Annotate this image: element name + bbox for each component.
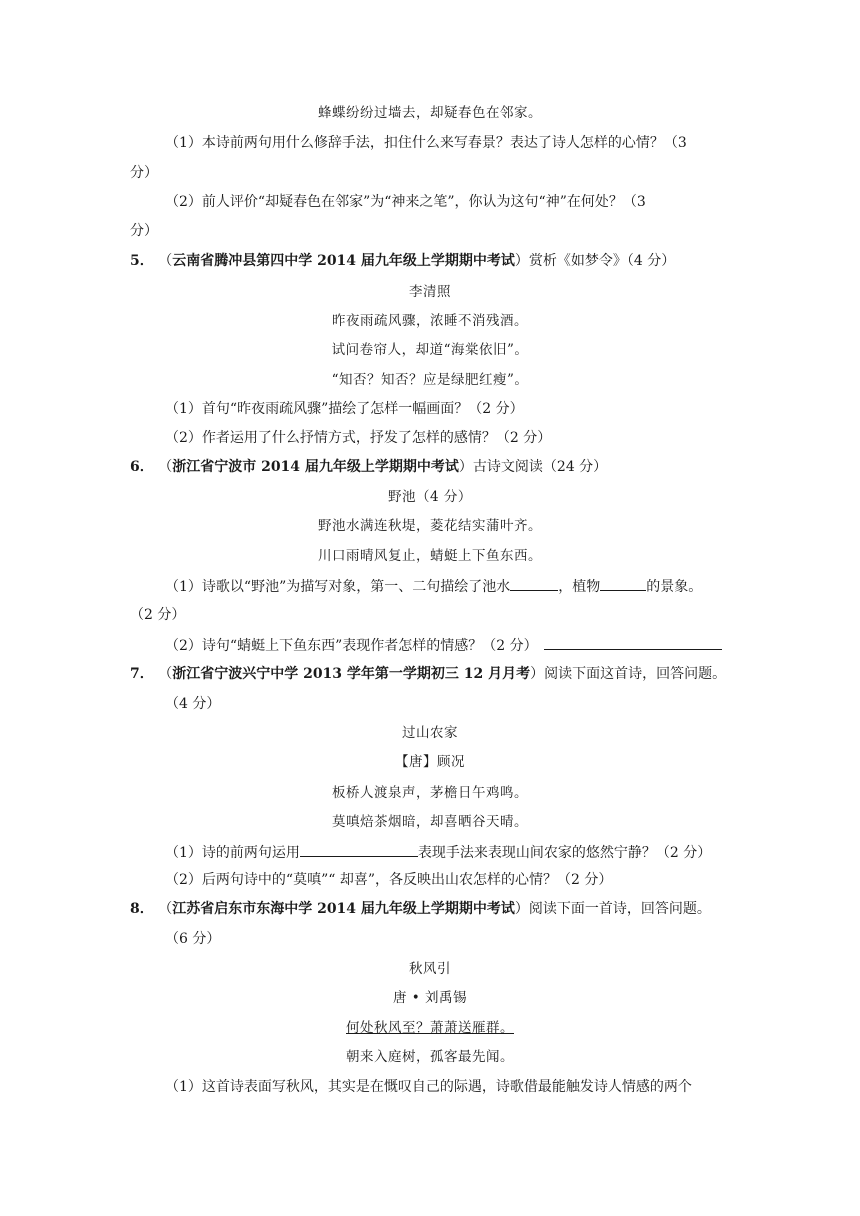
q8-poem-line-2: 朝来入庭树，孤客最先闻。 xyxy=(346,1049,514,1065)
q7-author: 【唐】顾况 xyxy=(395,754,465,770)
q6-sub2: （2）诗句“蜻蜓上下鱼东西”表现作者怎样的情感？（2 分） xyxy=(165,635,722,656)
q7-source: 浙江省宁波兴宁中学 2013 学年第一学期初三 12 月月考 xyxy=(172,666,531,682)
answer-blank[interactable] xyxy=(510,576,558,591)
q8-author: 唐 • 刘禹锡 xyxy=(392,990,468,1006)
q7-poem-line-1: 板桥人渡泉声，茅檐日午鸡鸣。 xyxy=(332,785,528,801)
q8-prompt: ）阅读下面一首诗，回答问题。 xyxy=(514,901,711,917)
q5-sub2: （2）作者运用了什么抒情方式，抒发了怎样的感情？（2 分） xyxy=(165,430,552,446)
q5-poem-line-2: 试问卷帘人，却道“海棠依旧”。 xyxy=(331,342,529,358)
q8-sub1: （1）这首诗表面写秋风，其实是在慨叹自己的际遇，诗歌借最能触发诗人情感的两个 xyxy=(165,1079,692,1095)
q8-header: 8． （江苏省启东市东海中学 2014 届九年级上学期期中考试）阅读下面一首诗，回答问题。 xyxy=(130,901,711,917)
q7-number: 7． xyxy=(130,666,154,682)
q6-title: 野池（4 分） xyxy=(388,489,472,505)
q8-title: 秋风引 xyxy=(409,961,451,977)
q8-points: （6 分） xyxy=(165,931,221,947)
answer-blank[interactable] xyxy=(300,842,418,857)
poem-line: 蜂蝶纷纷过墙去，却疑春色在邻家。 xyxy=(318,105,542,121)
answer-blank[interactable] xyxy=(544,635,722,650)
q6-header: 6． （浙江省宁波市 2014 届九年级上学期期中考试）古诗文阅读（24 分） xyxy=(130,459,608,475)
q5-author: 李清照 xyxy=(409,284,451,300)
q5-poem-line-3: “知否？知否？应是绿肥红瘦”。 xyxy=(331,372,529,388)
q5-source: 云南省腾冲县第四中学 2014 届九年级上学期期中考试 xyxy=(172,253,515,269)
q6-sub1: （1）诗歌以“野池”为描写对象，第一、二句描绘了池水 ，植物 的景象。 xyxy=(165,576,702,597)
q8-number: 8． xyxy=(130,901,154,917)
q5-poem-line-1: 昨夜雨疏风骤，浓睡不消残酒。 xyxy=(332,313,528,329)
q8-source: 江苏省启东市东海中学 2014 届九年级上学期期中考试 xyxy=(172,901,515,917)
q7-title: 过山农家 xyxy=(402,725,458,741)
q8-poem-line-1: 何处秋风至？萧萧送雁群。 xyxy=(346,1020,514,1036)
q5-header: 5． （云南省腾冲县第四中学 2014 届九年级上学期期中考试）赏析《如梦令》（4 分） xyxy=(130,253,676,269)
q5-sub1: （1）首句“昨夜雨疏风骤”描绘了怎样一幅画面？（2 分） xyxy=(165,401,524,417)
q6-source: 浙江省宁波市 2014 届九年级上学期期中考试 xyxy=(172,459,459,475)
q4-sub2: （2）前人评价“却疑春色在邻家”为“神来之笔”，你认为这句“神”在何处？（3 xyxy=(165,194,646,210)
q4-sub1-cont: 分） xyxy=(130,165,158,181)
q6-number: 6． xyxy=(130,459,154,475)
q6-prompt: ）古诗文阅读（24 分） xyxy=(458,459,608,475)
q7-header: 7． （浙江省宁波兴宁中学 2013 学年第一学期初三 12 月月考）阅读下面这首诗，回答问题。 xyxy=(130,666,727,682)
q5-prompt: ）赏析《如梦令》（4 分） xyxy=(514,253,676,269)
q6-poem-line-1: 野池水满连秋堤，菱花结实蒲叶齐。 xyxy=(318,518,542,534)
q7-sub2: （2）后两句诗中的“莫嗔”“ 却喜”，各反映出山农怎样的心情？（2 分） xyxy=(165,872,613,888)
q7-prompt: ）阅读下面这首诗，回答问题。 xyxy=(530,666,727,682)
q6-poem-line-2: 川口雨晴风复止，蜻蜓上下鱼东西。 xyxy=(318,548,542,564)
q4-sub2-cont: 分） xyxy=(130,223,158,239)
q7-points: （4 分） xyxy=(165,696,221,712)
q7-sub1: （1）诗的前两句运用 表现手法来表现山间农家的悠然宁静？（2 分） xyxy=(165,842,711,863)
q4-sub1: （1）本诗前两句用什么修辞手法，扣住什么来写春景？表达了诗人怎样的心情？（3 xyxy=(165,135,687,151)
q6-sub1-cont: （2 分） xyxy=(130,607,186,623)
q5-number: 5． xyxy=(130,253,154,269)
q7-poem-line-2: 莫嗔焙茶烟暗，却喜晒谷天晴。 xyxy=(332,814,528,830)
answer-blank[interactable] xyxy=(600,576,646,591)
